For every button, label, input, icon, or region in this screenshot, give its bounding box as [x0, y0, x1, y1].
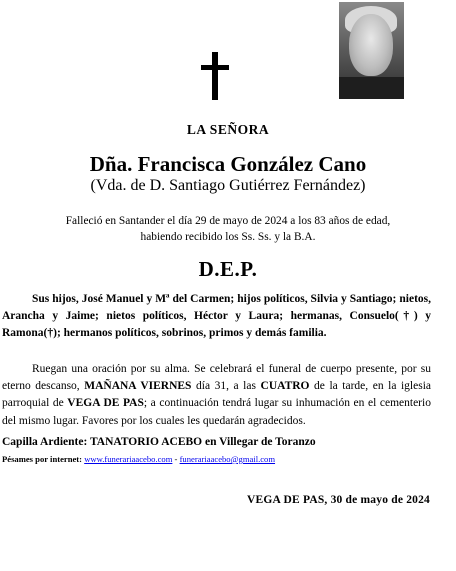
funeral-place: VEGA DE PAS: [67, 397, 144, 410]
funeral-text-4: ; a continuación tendrá lugar su inhumación en el cementerio del mismo lugar. Favores por los cuales les quedarán agradecidos.: [2, 397, 431, 427]
website-link[interactable]: www.funerariaacebo.com: [84, 454, 173, 464]
condolences-separator: -: [172, 454, 180, 464]
funeral-paragraph: [2, 361, 431, 430]
condolences-label: Pésames por internet:: [2, 454, 83, 464]
family-paragraph: [2, 291, 431, 343]
email-link[interactable]: funerariaacebo@gmail.com: [179, 454, 276, 464]
widow-of-line: (Vda. de D. Santiago Gutiérrez Fernández): [90, 177, 366, 194]
funeral-day: MAÑANA VIERNES: [84, 380, 192, 393]
dep-heading: D.E.P.: [198, 257, 258, 281]
funeral-text-2: día 31, a las: [191, 380, 261, 393]
death-line-2: habiendo recibido los Ss. Ss. y la B.A.: [140, 231, 316, 243]
condolences-line: [2, 454, 275, 464]
death-notice: [0, 213, 456, 245]
funeral-text-3: de la tarde, en la iglesia parroquial de: [2, 380, 431, 410]
family-text: Sus hijos, José Manuel y Mª del Carmen; hijos políticos, Silvia y Santiago; nietos, Arancha y Jaime; nietos políticos, Héctor y Laura; hermanas, Consuelo(†) y Ramona(†); hermanos políticos, sobrinos, primos y demás familia.: [2, 293, 431, 340]
portrait-photo: [339, 2, 404, 99]
chapel-info: Capilla Ardiente: TANATORIO ACEBO en Villegar de Toranzo: [2, 436, 316, 448]
title-line: LA SEÑORA: [186, 122, 270, 137]
place-date: VEGA DE PAS, 30 de mayo de 2024: [247, 494, 430, 506]
death-line-1: Falleció en Santander el día 29 de mayo de 2024 a los 83 años de edad,: [65, 215, 391, 227]
deceased-name: Dña. Francisca González Cano: [89, 152, 367, 176]
funeral-time: CUATRO: [260, 380, 310, 393]
funeral-text-1: Ruegan una oración por su alma. Se celebrará el funeral de cuerpo presente, por su eterno descanso,: [2, 363, 431, 393]
cross-icon: [198, 52, 232, 100]
